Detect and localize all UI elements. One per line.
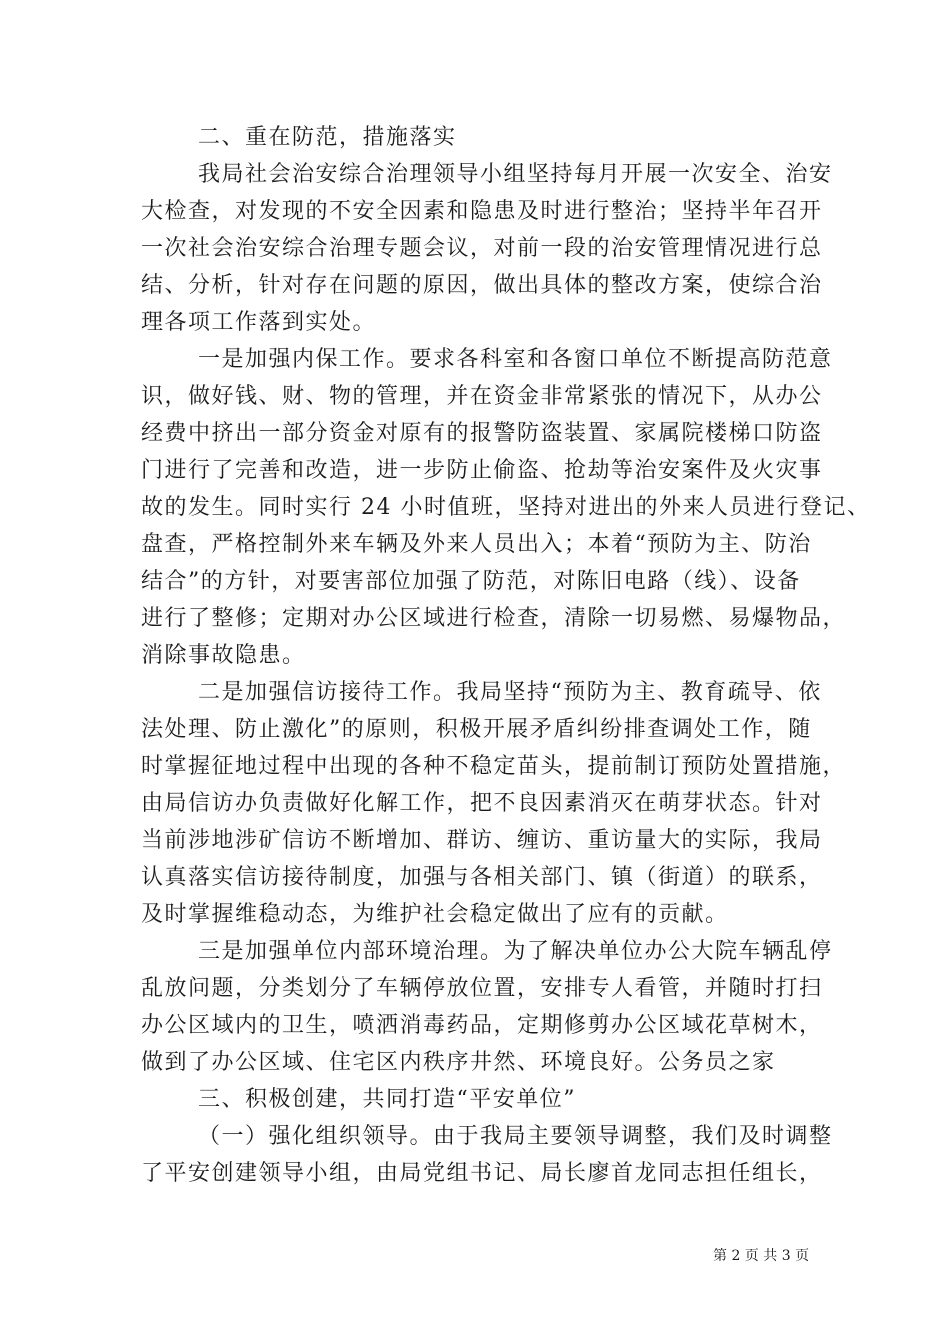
paragraph-line: 理各项工作落到实处。	[141, 310, 377, 335]
paragraph-line: 结、分析，针对存在问题的原因，做出具体的整改方案，使综合治	[141, 273, 823, 298]
paragraph-line: 乱放问题，分类划分了车辆停放位置，安排专人看管，并随时打扫	[141, 976, 823, 1001]
paragraph-line: 结合”的方针，对要害部位加强了防范，对陈旧电路（线）、设备	[141, 569, 801, 594]
paragraph-line: 三是加强单位内部环境治理。为了解决单位办公大院车辆乱停	[198, 939, 833, 964]
paragraph-line: 识，做好钱、财、物的管理，并在资金非常紧张的情况下，从办公	[141, 384, 823, 409]
paragraph-line: 认真落实信访接待制度，加强与各相关部门、镇（街道）的联系，	[141, 865, 823, 890]
paragraph-line: 二是加强信访接待工作。我局坚持“预防为主、教育疏导、依	[198, 680, 822, 705]
paragraph-line: 一是加强内保工作。要求各科室和各窗口单位不断提高防范意	[198, 347, 833, 372]
section-heading: 三、积极创建，共同打造“平安单位”	[198, 1087, 576, 1112]
paragraph-line: 一次社会治安综合治理专题会议，对前一段的治安管理情况进行总	[141, 236, 823, 261]
paragraph-line: 了平安创建领导小组，由局党组书记、局长廖首龙同志担任组长，	[141, 1161, 823, 1186]
paragraph-line: 时掌握征地过程中出现的各种不稳定苗头，提前制订预防处置措施，	[141, 754, 847, 779]
paragraph-line: 盘查，严格控制外来车辆及外来人员出入；本着“预防为主、防治	[141, 532, 812, 557]
paragraph-line: 由局信访办负责做好化解工作，把不良因素消灭在萌芽状态。针对	[141, 791, 823, 816]
paragraph-line: 故的发生。同时实行 24 小时值班，坚持对进出的外来人员进行登记、	[141, 495, 871, 520]
paragraph-line: 办公区域内的卫生，喷洒消毒药品，定期修剪办公区域花草树木，	[141, 1013, 823, 1038]
page-number: 第 2 页 共 3 页	[713, 1248, 810, 1264]
section-heading: 二、重在防范，措施落实	[198, 125, 457, 150]
paragraph-line: 法处理、防止激化”的原则，积极开展矛盾纠纷排查调处工作，随	[141, 717, 812, 742]
paragraph-line: 消除事故隐患。	[141, 643, 306, 668]
paragraph-line: 做到了办公区域、住宅区内秩序井然、环境良好。公务员之家	[141, 1050, 776, 1075]
paragraph-line: 大检查，对发现的不安全因素和隐患及时进行整治；坚持半年召开	[141, 199, 823, 224]
paragraph-line: 门进行了完善和改造，进一步防止偷盗、抢劫等治安案件及火灾事	[141, 458, 823, 483]
paragraph-line: 进行了整修；定期对办公区域进行检查，清除一切易燃、易爆物品，	[141, 606, 847, 631]
paragraph-line: 经费中挤出一部分资金对原有的报警防盗装置、家属院楼梯口防盗	[141, 421, 823, 446]
paragraph-line: （一）强化组织领导。由于我局主要领导调整，我们及时调整	[198, 1124, 833, 1149]
paragraph-line: 及时掌握维稳动态，为维护社会稳定做出了应有的贡献。	[141, 902, 729, 927]
paragraph-line: 我局社会治安综合治理领导小组坚持每月开展一次安全、治安	[198, 162, 833, 187]
paragraph-line: 当前涉地涉矿信访不断增加、群访、缠访、重访量大的实际，我局	[141, 828, 823, 853]
